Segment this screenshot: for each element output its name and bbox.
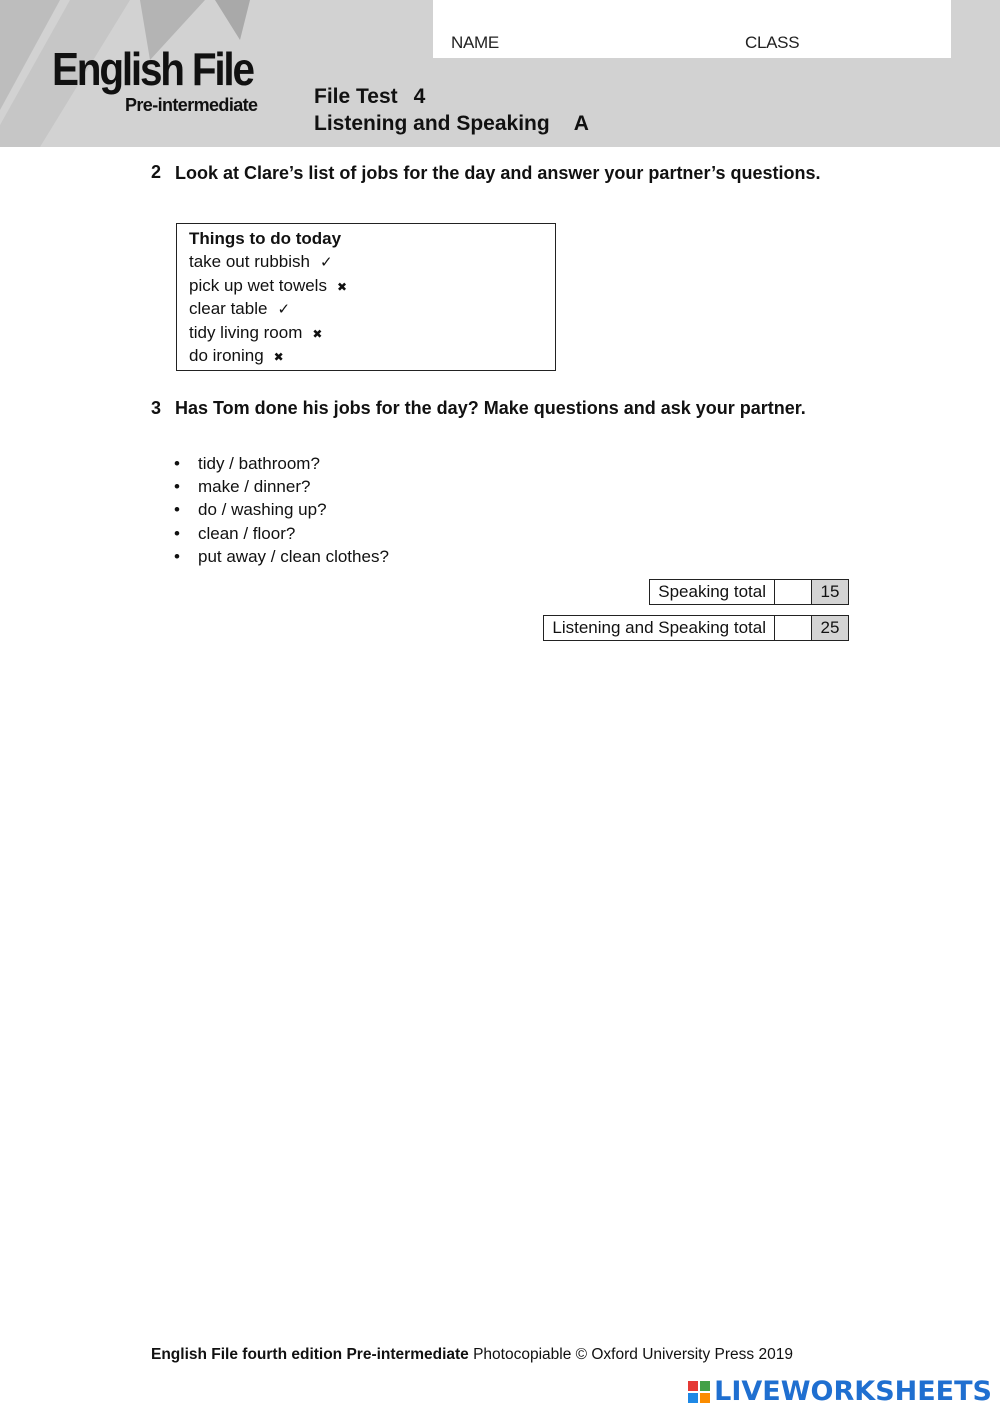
speaking-total-label: Speaking total [649, 579, 775, 605]
speaking-max-score: 15 [812, 579, 849, 605]
logo-title: English File [52, 43, 253, 95]
tick-icon: ✓ [319, 253, 333, 271]
test-label: File Test [314, 85, 398, 108]
list-item [174, 547, 389, 567]
list-item-text: do / washing up? [198, 500, 327, 519]
list-item-text: put away / clean clothes? [198, 547, 389, 566]
name-class-box[interactable] [433, 0, 951, 58]
listening-speaking-total-row [543, 615, 849, 641]
test-section [314, 112, 589, 136]
test-title [314, 85, 425, 109]
todo-list-box [176, 223, 556, 371]
list-item [189, 346, 284, 366]
list-item-text: take out rubbish [189, 252, 310, 271]
test-version: A [573, 112, 589, 135]
list-item-text: clean / floor? [198, 524, 296, 543]
todo-list-title: Things to do today [189, 229, 342, 248]
name-label: NAME [451, 33, 499, 52]
class-label: CLASS [745, 33, 800, 52]
section-label: Listening and Speaking [314, 112, 550, 135]
list-item [189, 299, 290, 319]
list-item [174, 477, 310, 497]
speaking-score-input[interactable] [775, 579, 812, 605]
cross-icon: ✖ [312, 327, 323, 341]
cross-icon: ✖ [336, 280, 348, 294]
question-3-number: 3 [151, 398, 162, 418]
logo-subtitle: Pre-intermediate [125, 95, 258, 115]
footer-title: English File fourth edition Pre-intermediate [151, 1346, 469, 1363]
bullet-icon: • [174, 500, 180, 519]
page-header [0, 0, 1000, 147]
list-item [174, 500, 327, 520]
footer-copyright: Photocopiable © Oxford University Press 2019 [468, 1346, 793, 1363]
watermark-text: LIVEWORKSHEETS [714, 1376, 992, 1407]
copyright-footer [151, 1346, 793, 1364]
list-item-text: tidy / bathroom? [198, 454, 320, 473]
question-2-text: Look at Clare’s list of jobs for the day and answer your partner’s questions. [175, 163, 821, 183]
list-item-text: make / dinner? [198, 477, 311, 496]
bullet-icon: • [174, 524, 180, 543]
list-item-text: tidy living room [189, 323, 303, 342]
tick-icon: ✓ [277, 300, 291, 318]
list-item-text: pick up wet towels [189, 276, 327, 295]
test-number: 4 [413, 85, 426, 108]
liveworksheets-logo-icon [688, 1381, 710, 1403]
total-score-input[interactable] [775, 615, 812, 641]
bullet-icon: • [174, 547, 180, 566]
list-item [189, 276, 347, 296]
question-3-text: Has Tom done his jobs for the day? Make questions and ask your partner. [175, 398, 806, 418]
speaking-total-row [649, 579, 849, 605]
liveworksheets-watermark [688, 1376, 992, 1407]
list-item-text: do ironing [189, 346, 264, 365]
cross-icon: ✖ [273, 350, 284, 364]
total-max-score: 25 [812, 615, 849, 641]
question-2-number: 2 [151, 162, 162, 182]
list-item [174, 524, 295, 544]
list-item [174, 454, 320, 474]
list-item-text: clear table [189, 299, 268, 318]
listening-speaking-total-label: Listening and Speaking total [543, 615, 775, 641]
bullet-icon: • [174, 454, 180, 473]
list-item [189, 323, 322, 343]
list-item [189, 252, 333, 272]
bullet-icon: • [174, 477, 180, 496]
